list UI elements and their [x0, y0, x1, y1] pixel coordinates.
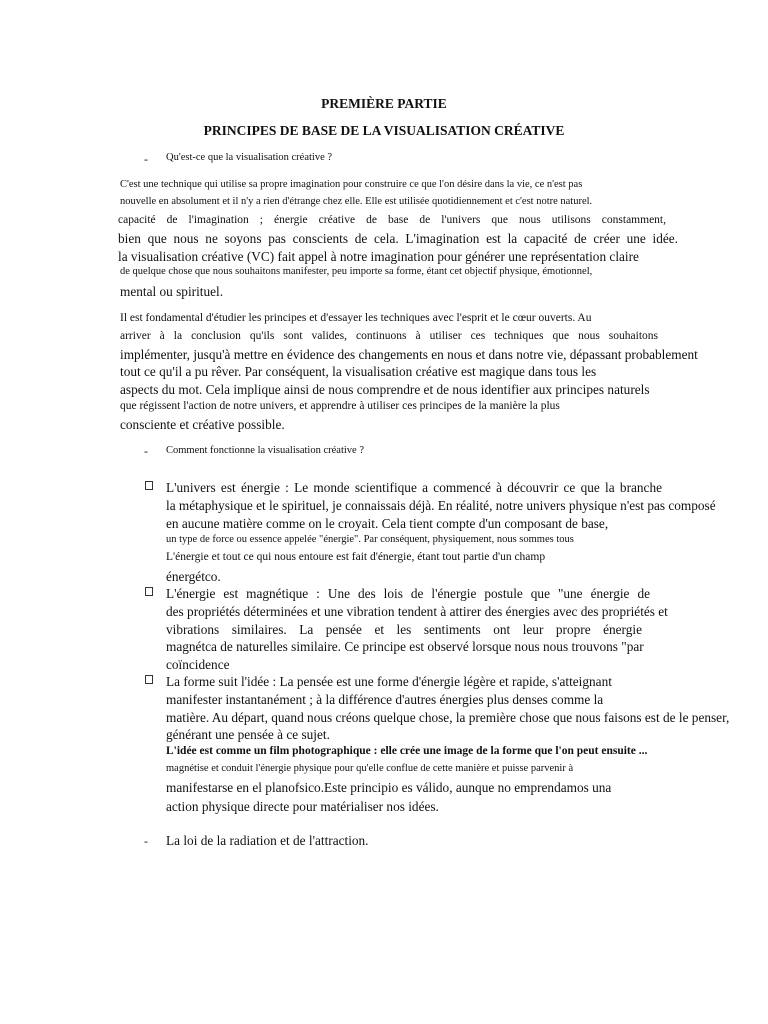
part-title: PREMIÈRE PARTIE [321, 96, 447, 111]
section-question: La loi de la radiation et de l'attraction. [166, 833, 369, 848]
bullet-dash: - [144, 152, 148, 166]
paragraph-line: que régissent l'action de notre univers, et apprendre à utiliser ces principes de la manière la plus [120, 400, 560, 412]
paragraph-line: la visualisation créative (VC) fait appel à notre imagination pour générer une représentation claire [118, 249, 639, 264]
item-line: manifester instantanément ; à la différence d'autres énergies plus denses comme la [166, 692, 604, 707]
item-line: action physique directe pour matérialiser nos idées. [166, 799, 439, 814]
checkbox-icon [145, 481, 153, 490]
item-line: un type de force ou essence appelée "énergie". Par conséquent, physiquement, nous sommes tous [166, 534, 574, 545]
paragraph-line: nouvelle en absolument et il n'y a rien d'étrange chez elle. Elle est utilisée quotidiennement et c'est notre naturel. [120, 196, 593, 207]
section-question: Comment fonctionne la visualisation créative ? [166, 445, 364, 456]
item-line: L'univers est énergie : Le monde scientifique a commencé à découvrir ce que la branche [166, 480, 662, 495]
paragraph-line: tout ce qu'il a pu rêver. Par conséquent, la visualisation créative est magique dans tous les [120, 364, 597, 379]
paragraph-line: aspects du mot. Cela implique ainsi de nous comprendre et de nous identifier aux principes naturels [120, 382, 650, 397]
bullet-dash: - [144, 834, 148, 848]
item-line: énergétco. [166, 569, 221, 584]
item-line: La forme suit l'idée : La pensée est une forme d'énergie légère et rapide, s'atteignant [166, 674, 612, 689]
checkbox-icon [145, 675, 153, 684]
checkbox-icon [145, 587, 153, 596]
paragraph-line: implémenter, jusqu'à mettre en évidence des changements en nous et dans notre vie, dépassant probablement [120, 347, 698, 362]
item-line: des propriétés déterminées et une vibration tendent à attirer des énergies avec des propriétés et [166, 604, 668, 619]
item-line: générant une pensée à ce sujet. [166, 727, 330, 742]
paragraph-line: capacité de l'imagination ; énergie créative de base de l'univers que nous utilisons constamment, [118, 214, 666, 226]
paragraph-line: bien que nous ne soyons pas conscients de cela. L'imagination est la capacité de créer une idée. [118, 231, 678, 246]
item-line: la métaphysique et le spirituel, je connaissais déjà. En réalité, notre univers physique n'est pas composé [166, 498, 716, 513]
paragraph-line: de quelque chose que nous souhaitons manifester, peu importe sa forme, étant cet objectif physique, émotionnel, [120, 266, 593, 277]
item-line: en aucune matière comme on le croyait. Cela tient compte d'un composant de base, [166, 516, 609, 531]
paragraph-line: arriver à la conclusion qu'ils sont valides, continuons à utiliser ces techniques que nous souhaitons [120, 330, 658, 342]
item-line: manifestarse en el planofsico.Este principio es válido, aunque no emprendamos una [166, 780, 612, 795]
item-line: L'idée est comme un film photographique : elle crée une image de la forme que l'on peut ensuite ... [166, 745, 648, 757]
section-question: Qu'est-ce que la visualisation créative ? [166, 152, 333, 163]
paragraph-line: mental ou spirituel. [120, 284, 224, 299]
page-title: PRINCIPES DE BASE DE LA VISUALISATION CRÉATIVE [203, 123, 565, 138]
item-line: L'énergie est magnétique : Une des lois de l'énergie postule que "une énergie de [166, 586, 650, 601]
item-line: magnétise et conduit l'énergie physique pour qu'elle conflue de cette manière et puisse parvenir à [166, 763, 574, 774]
item-line: vibrations similaires. La pensée et les sentiments ont leur propre énergie [166, 622, 642, 637]
item-line: magnétca de naturelles similaire. Ce principe est observé lorsque nous nous trouvons "par [166, 639, 644, 654]
item-line: matière. Au départ, quand nous créons quelque chose, la première chose que nous faisons est de le penser, [166, 710, 730, 725]
item-line: coïncidence [166, 657, 230, 672]
paragraph-line: consciente et créative possible. [120, 417, 285, 432]
item-line: L'énergie et tout ce qui nous entoure est fait d'énergie, étant tout partie d'un champ [166, 551, 546, 563]
paragraph-line: Il est fondamental d'étudier les principes et d'essayer les techniques avec l'esprit et le cœur ouverts. Au [120, 312, 592, 324]
bullet-dash: - [144, 444, 148, 458]
paragraph-line: C'est une technique qui utilise sa propre imagination pour construire ce que l'on désire dans la vie, ce n'est pas [120, 179, 583, 190]
